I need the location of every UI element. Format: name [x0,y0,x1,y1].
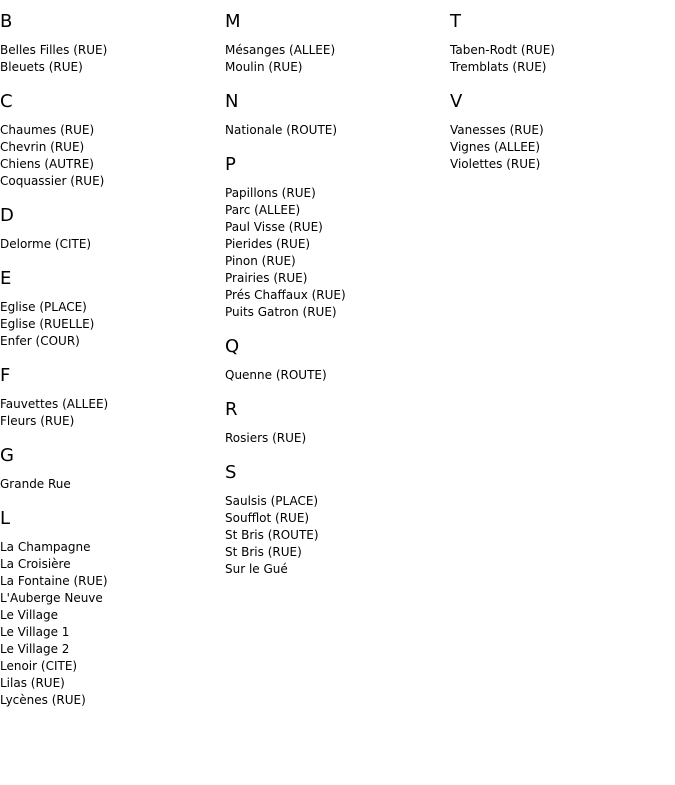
street-link[interactable]: Le Village 1 [0,625,70,639]
street-list [450,122,665,173]
street-link[interactable]: La Champagne [0,540,91,554]
street-list [0,122,215,190]
street-link[interactable]: Chevrin (RUE) [0,140,85,154]
street-list [225,122,440,139]
letter-heading: B [0,11,13,32]
street-link[interactable]: L'Auberge Neuve [0,591,103,605]
street-link[interactable]: Parc (ALLEE) [225,203,301,217]
letter-group [450,12,665,76]
street-link[interactable]: Soufflot (RUE) [225,511,310,525]
letter-heading: D [0,205,14,226]
street-list-item [225,430,440,447]
street-link[interactable]: St Bris (RUE) [225,545,302,559]
street-link[interactable]: Delorme (CITE) [0,237,92,251]
street-link[interactable]: Coquassier (RUE) [0,174,105,188]
street-link[interactable]: Nationale (ROUTE) [225,123,338,137]
street-link[interactable]: Rosiers (RUE) [225,431,307,445]
street-list-item [225,219,440,236]
letter-heading: Q [225,336,240,357]
street-list-item [0,236,215,253]
letter-heading: T [450,11,461,32]
street-list-item [0,413,215,430]
street-link[interactable]: Paul Visse (RUE) [225,220,323,234]
letter-heading: M [225,11,241,32]
letter-heading: S [225,462,237,483]
letter-heading: C [0,91,13,112]
street-link[interactable]: Belles Filles (RUE) [0,43,108,57]
street-list [225,42,440,76]
street-list-item [225,185,440,202]
street-list-item [0,573,215,590]
street-link[interactable]: Le Village [0,608,58,622]
letter-group [0,446,215,493]
street-index-column-3 [450,12,665,189]
street-list [0,476,215,493]
street-link[interactable]: Vanesses (RUE) [450,123,544,137]
street-list-item [450,139,665,156]
street-link[interactable]: Bleuets (RUE) [0,60,83,74]
street-link[interactable]: La Fontaine (RUE) [0,574,108,588]
street-list-item [225,236,440,253]
letter-heading: F [0,365,11,386]
letter-group [0,509,215,709]
street-link[interactable]: Pierides (RUE) [225,237,311,251]
letter-heading: V [450,91,463,112]
street-list-item [0,59,215,76]
street-list [225,367,440,384]
street-index-column-2 [225,12,440,594]
street-list [0,236,215,253]
street-link[interactable]: Puits Gatron (RUE) [225,305,337,319]
street-link[interactable]: Prés Chaffaux (RUE) [225,288,346,302]
street-link[interactable]: Tremblats (RUE) [450,60,547,74]
letter-group [0,269,215,350]
street-list-item [450,42,665,59]
street-link[interactable]: Sur le Gué [225,562,288,576]
street-list-item [225,287,440,304]
street-list-item [225,493,440,510]
street-list-item [0,556,215,573]
street-list-item [225,270,440,287]
street-list [225,493,440,578]
street-list-item [225,42,440,59]
street-list-item [225,59,440,76]
street-list [0,42,215,76]
street-link[interactable]: Saulsis (PLACE) [225,494,319,508]
street-list-item [225,544,440,561]
street-link[interactable]: Papillons (RUE) [225,186,316,200]
street-link[interactable]: Lenoir (CITE) [0,659,78,673]
letter-group [225,92,440,139]
letter-group [225,12,440,76]
street-list [0,539,215,709]
street-list-item [450,59,665,76]
street-list-item [225,122,440,139]
letter-group [225,400,440,447]
street-list-item [225,304,440,321]
street-link[interactable]: Moulin (RUE) [225,60,303,74]
street-list-item [225,253,440,270]
street-list-item [450,156,665,173]
street-list-item [225,527,440,544]
street-list [0,299,215,350]
street-link[interactable]: Pinon (RUE) [225,254,296,268]
street-link[interactable]: St Bris (ROUTE) [225,528,319,542]
street-link[interactable]: Le Village 2 [0,642,70,656]
letter-group [450,92,665,173]
letter-group [225,155,440,321]
street-link[interactable]: Quenne (ROUTE) [225,368,327,382]
street-link[interactable]: Vignes (ALLEE) [450,140,541,154]
street-list-item [0,156,215,173]
street-link[interactable]: La Croisière [0,557,71,571]
street-list-item [0,624,215,641]
street-list-item [0,139,215,156]
street-list-item [225,202,440,219]
street-list-item [0,658,215,675]
street-list-item [225,367,440,384]
letter-group [0,12,215,76]
street-link[interactable]: Mésanges (ALLEE) [225,43,336,57]
street-list [0,396,215,430]
letter-group [225,463,440,578]
street-list [450,42,665,76]
street-list-item [0,396,215,413]
street-list-item [0,641,215,658]
street-link[interactable]: Lilas (RUE) [0,676,65,690]
street-list-item [225,561,440,578]
street-list-item [0,299,215,316]
street-list-item [0,42,215,59]
letter-group [225,337,440,384]
letter-group [0,92,215,190]
street-list-item [0,173,215,190]
street-list-item [0,692,215,709]
street-link[interactable]: Eglise (RUELLE) [0,317,95,331]
street-link[interactable]: Enfer (COUR) [0,334,80,348]
street-list-item [0,476,215,493]
letter-heading: E [0,268,12,289]
street-link[interactable]: Taben-Rodt (RUE) [450,43,555,57]
street-list-item [225,510,440,527]
street-link[interactable]: Eglise (PLACE) [0,300,87,314]
street-link[interactable]: Grande Rue [0,477,71,491]
letter-heading: R [225,399,238,420]
street-link[interactable]: Fleurs (RUE) [0,414,75,428]
street-list-item [0,316,215,333]
letter-heading: L [0,508,11,529]
street-link[interactable]: Prairies (RUE) [225,271,308,285]
street-index-column-1 [0,12,215,725]
letter-heading: N [225,91,239,112]
street-link[interactable]: Chiens (AUTRE) [0,157,94,171]
letter-group [0,206,215,253]
letter-heading: P [225,154,236,175]
street-list-item [0,333,215,350]
letter-group [0,366,215,430]
street-list-item [0,539,215,556]
street-list-item [0,590,215,607]
street-link[interactable]: Lycènes (RUE) [0,693,86,707]
street-list [225,185,440,321]
street-link[interactable]: Violettes (RUE) [450,157,541,171]
street-list-item [450,122,665,139]
street-link[interactable]: Fauvettes (ALLEE) [0,397,109,411]
street-list-item [0,675,215,692]
street-list [225,430,440,447]
street-link[interactable]: Chaumes (RUE) [0,123,95,137]
street-list-item [0,122,215,139]
street-list-item [0,607,215,624]
letter-heading: G [0,445,14,466]
